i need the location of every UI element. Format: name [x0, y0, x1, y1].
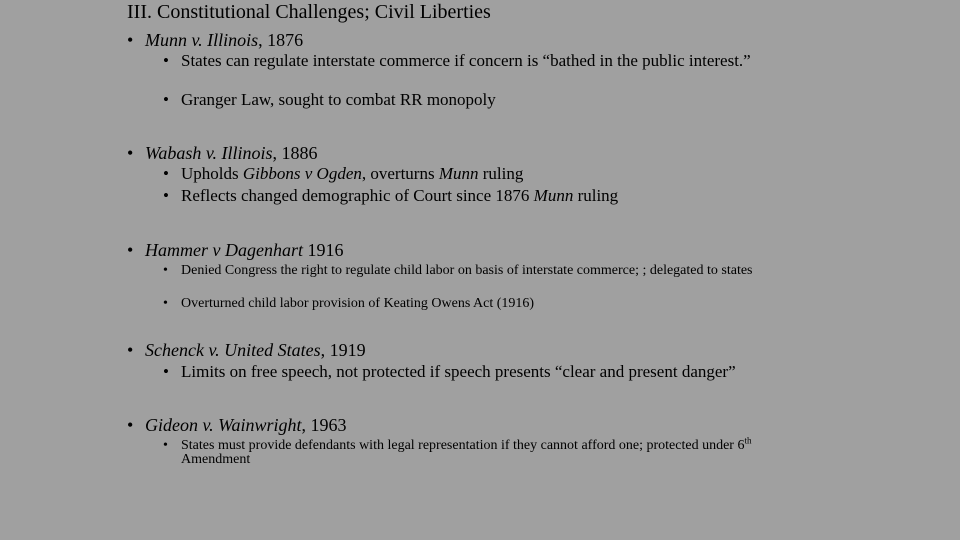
bullet-icon: •: [127, 415, 134, 435]
point-text: Upholds Gibbons v Ogden, overturns Munn ruling: [181, 164, 524, 183]
point-text: Reflects changed demographic of Court since 1876 Munn ruling: [181, 186, 619, 205]
point-hammer-2: [163, 297, 841, 311]
bullet-icon: •: [127, 340, 134, 360]
bullet-icon: •: [163, 296, 168, 311]
case-year: 1916: [302, 240, 344, 260]
point-wabash-2: [163, 187, 821, 204]
point-schenck-1: [163, 363, 881, 380]
point-text: Overturned child labor provision of Keating Owens Act (1916): [181, 296, 535, 311]
point-text: States must provide defendants with legal representation if they cannot afford one; protected under 6th Amendment: [181, 435, 752, 467]
point-text: Denied Congress the right to regulate child labor on basis of interstate commerce; ; delegated to states: [181, 263, 753, 278]
case-gideon: [127, 414, 347, 436]
case-hammer: [127, 239, 343, 261]
case-year: , 1876: [258, 30, 304, 50]
point-hammer-1: [163, 264, 841, 278]
bullet-icon: •: [163, 164, 169, 183]
case-wabash: [127, 142, 318, 164]
case-name: Munn v. Illinois: [145, 30, 259, 50]
point-wabash-1: [163, 165, 821, 182]
point-munn-1: [163, 52, 781, 69]
bullet-icon: •: [127, 240, 134, 260]
case-name: Wabash v. Illinois: [145, 143, 273, 163]
case-name: Schenck v. United States: [145, 340, 321, 360]
bullet-icon: •: [163, 186, 169, 205]
point-text: States can regulate interstate commerce if concern is “bathed in the public interest.”: [181, 51, 751, 70]
case-name: Gideon v. Wainwright: [145, 415, 302, 435]
bullet-icon: •: [163, 263, 168, 278]
case-year: , 1919: [320, 340, 366, 360]
bullet-icon: •: [163, 90, 169, 109]
bullet-icon: •: [163, 438, 168, 453]
bullet-icon: •: [163, 51, 169, 70]
case-schenck: [127, 339, 366, 361]
point-text: Granger Law, sought to combat RR monopoly: [181, 90, 496, 109]
point-text: Limits on free speech, not protected if speech presents “clear and present danger”: [181, 362, 736, 381]
slide-title: III. Constitutional Challenges; Civil Liberties: [127, 1, 491, 23]
bullet-icon: •: [127, 30, 134, 50]
point-gideon-1: [163, 435, 821, 467]
case-year: , 1886: [272, 143, 318, 163]
bullet-icon: •: [127, 143, 134, 163]
case-year: , 1963: [301, 415, 347, 435]
case-munn: [127, 29, 303, 51]
bullet-icon: •: [163, 362, 169, 381]
case-name: Hammer v Dagenhart: [145, 240, 303, 260]
point-munn-2: [163, 91, 821, 108]
